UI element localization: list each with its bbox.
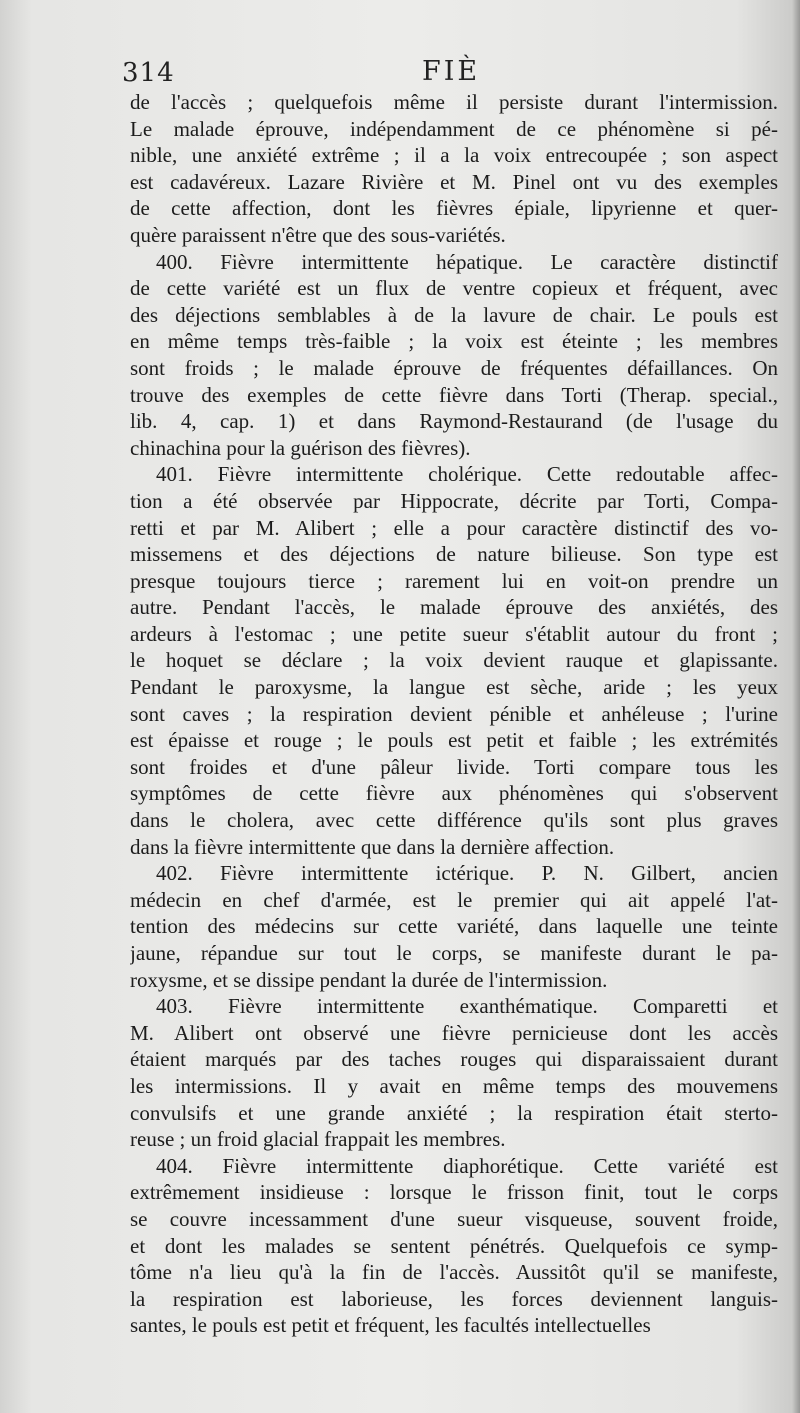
text-line: M. Alibert ont observé une fièvre pernicieuse dont les accès [130,1020,778,1045]
paragraph-402-start: 402. Fièvre intermittente ictérique. P. N. Gilbert, ancien [156,861,778,886]
text-line: nible, une anxiété extrême ; il a la voix entrecoupée ; son aspect [130,143,778,168]
text-line: santes, le pouls est petit et fréquent, les facultés intellectuelles [130,1313,651,1338]
page-gutter-shadow [792,0,800,1413]
text-line: se couvre incessamment d'une sueur visqueuse, souvent froide, [130,1206,778,1231]
text-line: trouve des exemples de cette fièvre dans Torti (Therap. special., [130,382,778,407]
text-line: et dont les malades se sentent pénétrés. Quelquefois ce symp- [130,1233,778,1258]
text-line: est épaisse et rouge ; le pouls est petit et faible ; les extrémités [130,728,778,753]
text-line: sont caves ; la respiration devient pénible et anhéleuse ; l'urine [130,701,778,726]
text-line: de cette affection, dont les fièvres épiale, lipyrienne et quer- [130,196,778,221]
paragraph-401-start: 401. Fièvre intermittente cholérique. Cette redoutable affec- [156,462,778,487]
text-line: Le malade éprouve, indépendamment de ce phénomène si pé- [130,116,778,141]
text-line: médecin en chef d'armée, est le premier qui ait appelé l'at- [130,887,778,912]
text-line: en même temps très-faible ; la voix est éteinte ; les membres [130,329,778,354]
text-line: symptômes de cette fièvre aux phénomènes qui s'observent [130,781,778,806]
text-line: roxysme, et se dissipe pendant la durée de l'intermission. [130,967,608,992]
text-line: lib. 4, cap. 1) et dans Raymond-Restaurand (de l'usage du [130,409,778,434]
text-line: chinachina pour la guérison des fièvres). [130,435,471,460]
text-line: de l'accès ; quelquefois même il persiste durant l'intermission. [130,90,778,114]
text-line: étaient marqués par des taches rouges qui disparaissaient durant [130,1047,778,1072]
text-line: de cette variété est un flux de ventre copieux et fréquent, avec [130,276,778,301]
text-line: Pendant le paroxysme, la langue est sèche, aride ; les yeux [130,675,778,700]
text-line: ardeurs à l'estomac ; une petite sueur s'établit autour du front ; [130,621,778,646]
text-line: jaune, répandue sur tout le corps, se manifeste durant le pa- [130,941,778,965]
text-line: reuse ; un froid glacial frappait les membres. [130,1127,506,1152]
running-head: FIÈ [422,56,481,87]
text-line: dans le cholera, avec cette différence qu'ils sont plus graves [130,808,778,833]
text-line: tion a été observée par Hippocrate, décrite par Torti, Compa- [130,488,778,513]
text-line: autre. Pendant l'accès, le malade éprouve des anxiétés, des [130,595,778,620]
text-line: presque toujours tierce ; rarement lui en voit-on prendre un [130,568,778,593]
text-line: quère paraissent n'être que des sous-variétés. [130,222,506,247]
text-line: des déjections semblables à de la lavure de chair. Le pouls est [130,302,778,327]
body-text [130,89,778,1339]
text-line: missemens et des déjections de nature bilieuse. Son type est [130,542,778,567]
text-line: dans la fièvre intermittente que dans la dernière affection. [130,834,615,859]
paragraph-404-start: 404. Fièvre intermittente diaphorétique. Cette variété est [156,1153,778,1178]
text-line: tôme n'a lieu qu'à la fin de l'accès. Aussitôt qu'il se manifeste, [130,1260,778,1285]
text-line: la respiration est laborieuse, les forces deviennent languis- [130,1286,778,1311]
text-line: est cadavéreux. Lazare Rivière et M. Pinel ont vu des exemples [130,169,778,194]
text-line: le hoquet se déclare ; la voix devient rauque et glapissante. [130,648,778,673]
paragraph-403-start: 403. Fièvre intermittente exanthématique. Comparetti et [156,994,778,1019]
text-line: extrêmement insidieuse : lorsque le frisson finit, tout le corps [130,1180,778,1205]
page-number: 314 [122,58,175,88]
page-header [116,54,776,90]
paragraph-400-start: 400. Fièvre intermittente hépatique. Le caractère distinctif [156,249,778,274]
text-line: convulsifs et une grande anxiété ; la respiration était sterto- [130,1100,778,1125]
text-line: tention des médecins sur cette variété, dans laquelle une teinte [130,914,778,939]
text-line: sont froids ; le malade éprouve de fréquentes défaillances. On [130,355,778,380]
text-line: retti et par M. Alibert ; elle a pour caractère distinctif des vo- [130,515,778,540]
text-line: les intermissions. Il y avait en même temps des mouvemens [130,1073,778,1098]
text-line: sont froides et d'une pâleur livide. Torti compare tous les [130,754,778,779]
